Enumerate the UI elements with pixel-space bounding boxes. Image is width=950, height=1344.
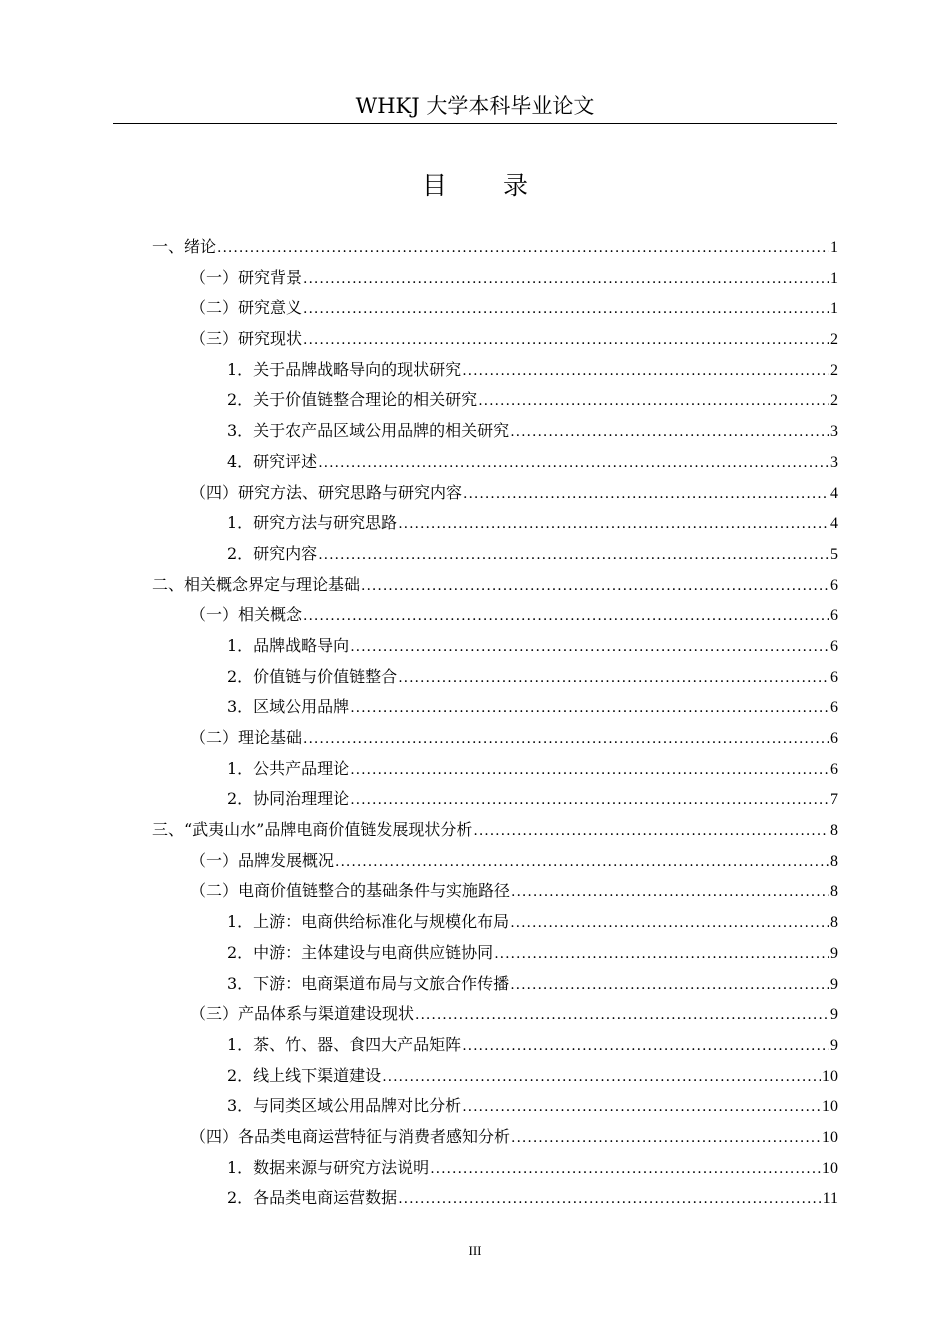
toc-dot-leader [350, 755, 829, 786]
toc-entry[interactable] [152, 784, 838, 815]
toc-entry-page: 6 [830, 637, 838, 655]
toc-entry[interactable] [152, 815, 838, 846]
toc-dot-leader [494, 939, 829, 970]
toc-entry-page: 7 [830, 791, 838, 809]
toc-dot-leader [415, 1000, 829, 1031]
toc-entry[interactable] [152, 1122, 838, 1153]
toc-entry-title: 3．区域公用品牌 [227, 697, 350, 717]
table-of-contents [152, 232, 838, 1214]
toc-entry-page: 2 [830, 331, 838, 349]
toc-entry[interactable] [152, 754, 838, 785]
toc-entry-page: 6 [830, 668, 838, 686]
toc-entry[interactable] [152, 907, 838, 938]
toc-entry[interactable] [152, 385, 838, 416]
toc-dot-leader [430, 1154, 821, 1185]
toc-entry-page: 1 [830, 239, 838, 256]
toc-entry-title: 3．与同类区域公用品牌对比分析 [227, 1096, 462, 1116]
toc-entry-title: 1．品牌战略导向 [227, 635, 350, 655]
toc-dot-leader [303, 724, 829, 755]
toc-entry-title: 4．研究评述 [227, 451, 318, 471]
toc-dot-leader [361, 571, 829, 602]
toc-entry[interactable] [152, 1091, 838, 1122]
toc-entry-title: （四）研究方法、研究思路与研究内容 [190, 482, 463, 502]
toc-entry-page: 10 [822, 1128, 838, 1146]
toc-dot-leader [473, 816, 829, 847]
toc-dot-leader [303, 601, 829, 632]
toc-entry[interactable] [152, 876, 838, 907]
toc-entry[interactable] [152, 416, 838, 447]
toc-entry-title: 2．价值链与价值链整合 [227, 666, 398, 686]
toc-entry-page: 2 [830, 392, 838, 410]
toc-entry[interactable] [152, 478, 838, 509]
toc-entry-title: 2．中游：主体建设与电商供应链协同 [227, 942, 494, 962]
toc-entry-title: 2．协同治理理论 [227, 789, 350, 809]
toc-entry-page: 2 [830, 361, 838, 379]
toc-entry[interactable] [152, 324, 838, 355]
toc-entry-title: （二）理论基础 [190, 728, 303, 747]
toc-entry[interactable] [152, 1153, 838, 1184]
toc-dot-leader [462, 1092, 821, 1123]
toc-entry[interactable] [152, 447, 838, 478]
toc-entry[interactable] [152, 1061, 838, 1092]
toc-entry[interactable] [152, 600, 838, 631]
toc-entry[interactable] [152, 355, 838, 386]
toc-dot-leader [398, 1184, 821, 1215]
toc-entry[interactable] [152, 263, 838, 294]
toc-entry-title: （四）各品类电商运营特征与消费者感知分析 [190, 1126, 511, 1146]
toc-dot-leader [462, 1031, 829, 1062]
toc-entry-title: （二）研究意义 [190, 298, 303, 318]
toc-dot-leader [511, 877, 829, 908]
toc-dot-leader [318, 540, 829, 571]
toc-entry-title: 2．线上线下渠道建设 [227, 1065, 382, 1085]
toc-entry-page: 1 [830, 269, 838, 287]
toc-entry-page: 4 [830, 515, 838, 533]
toc-entry-title: 2．关于价值链整合理论的相关研究 [227, 390, 478, 410]
toc-entry-page: 8 [830, 914, 838, 932]
toc-entry-page: 10 [822, 1067, 838, 1085]
toc-entry[interactable] [152, 631, 838, 662]
toc-dot-leader [478, 386, 829, 417]
toc-entry-title: 2．研究内容 [227, 543, 318, 563]
toc-entry[interactable] [152, 1030, 838, 1061]
toc-entry-page: 6 [830, 699, 838, 717]
toc-entry-page: 8 [830, 852, 838, 870]
toc-entry[interactable] [152, 1183, 838, 1214]
toc-entry-page: 10 [822, 1159, 838, 1177]
toc-entry[interactable] [152, 938, 838, 969]
toc-entry-title: 1．关于品牌战略导向的现状研究 [227, 359, 462, 379]
toc-entry-page: 8 [830, 822, 838, 840]
toc-entry-title: 1．研究方法与研究思路 [227, 513, 398, 533]
toc-entry-title: 3．下游：电商渠道布局与文旅合作传播 [227, 973, 510, 993]
toc-entry-title: （一）研究背景 [190, 267, 303, 287]
toc-dot-leader [510, 908, 829, 939]
toc-entry[interactable] [152, 662, 838, 693]
toc-entry-page: 9 [830, 975, 838, 993]
toc-entry-title: 1．公共产品理论 [227, 758, 350, 778]
toc-entry[interactable] [152, 232, 838, 263]
toc-entry-page: 6 [830, 760, 838, 778]
toc-entry[interactable] [152, 293, 838, 324]
toc-entry[interactable] [152, 692, 838, 723]
toc-dot-leader [382, 1062, 821, 1093]
toc-entry-page: 11 [822, 1190, 838, 1208]
toc-entry-page: 9 [830, 1036, 838, 1054]
toc-entry-page: 3 [830, 453, 838, 471]
toc-entry-page: 1 [830, 300, 838, 318]
toc-dot-leader [398, 663, 829, 694]
running-header: WHKJ 大学本科毕业论文 [355, 94, 595, 118]
toc-entry-page: 6 [830, 730, 838, 747]
toc-entry[interactable] [152, 508, 838, 539]
toc-entry-title: （三）产品体系与渠道建设现状 [190, 1004, 415, 1024]
header-rule [113, 123, 837, 124]
toc-entry-page: 3 [830, 423, 838, 441]
toc-entry-title: 3．关于农产品区域公用品牌的相关研究 [227, 421, 510, 441]
toc-dot-leader [350, 632, 829, 663]
toc-entry[interactable] [152, 539, 838, 570]
toc-dot-leader [303, 325, 829, 356]
toc-entry-title: （二）电商价值链整合的基础条件与实施路径 [190, 881, 511, 901]
toc-title: 目 录 [422, 171, 552, 200]
toc-entry[interactable] [152, 723, 838, 754]
toc-entry-title: 1．上游：电商供给标准化与规模化布局 [227, 912, 510, 932]
toc-entry-page: 9 [830, 1006, 838, 1024]
toc-dot-leader [335, 847, 829, 878]
toc-dot-leader [510, 970, 829, 1001]
toc-dot-leader [510, 417, 829, 448]
toc-entry[interactable] [152, 999, 838, 1030]
toc-dot-leader [463, 479, 829, 510]
toc-entry-page: 8 [830, 883, 838, 901]
toc-dot-leader [350, 785, 829, 816]
toc-entry-page: 6 [830, 576, 838, 594]
toc-entry-title: 一、绪论 [152, 237, 217, 256]
toc-entry-title: 二、相关概念界定与理论基础 [152, 574, 361, 594]
toc-dot-leader [511, 1123, 821, 1154]
toc-entry-title: 1．茶、竹、器、食四大产品矩阵 [227, 1034, 462, 1054]
toc-entry-page: 6 [830, 607, 838, 625]
toc-entry-page: 9 [830, 944, 838, 962]
toc-entry-page: 10 [822, 1098, 838, 1116]
toc-entry-page: 4 [830, 484, 838, 502]
toc-dot-leader [350, 693, 829, 724]
toc-dot-leader [303, 294, 829, 325]
toc-dot-leader [318, 448, 829, 479]
toc-entry-title: 2．各品类电商运营数据 [227, 1188, 398, 1208]
toc-entry-title: 1．数据来源与研究方法说明 [227, 1157, 430, 1177]
toc-entry-title: 三、“武夷山水”品牌电商价值链发展现状分析 [152, 820, 473, 840]
toc-dot-leader [303, 264, 829, 295]
toc-entry-title: （三）研究现状 [190, 329, 303, 349]
toc-entry[interactable] [152, 570, 838, 601]
toc-dot-leader [217, 233, 829, 264]
toc-entry-page: 5 [830, 545, 838, 563]
page-number: III [468, 1243, 482, 1258]
toc-entry-title: （一）相关概念 [190, 605, 303, 625]
toc-entry[interactable] [152, 846, 838, 877]
toc-dot-leader [462, 356, 829, 387]
toc-entry-title: （一）品牌发展概况 [190, 850, 335, 870]
toc-dot-leader [398, 509, 829, 540]
toc-entry[interactable] [152, 969, 838, 1000]
